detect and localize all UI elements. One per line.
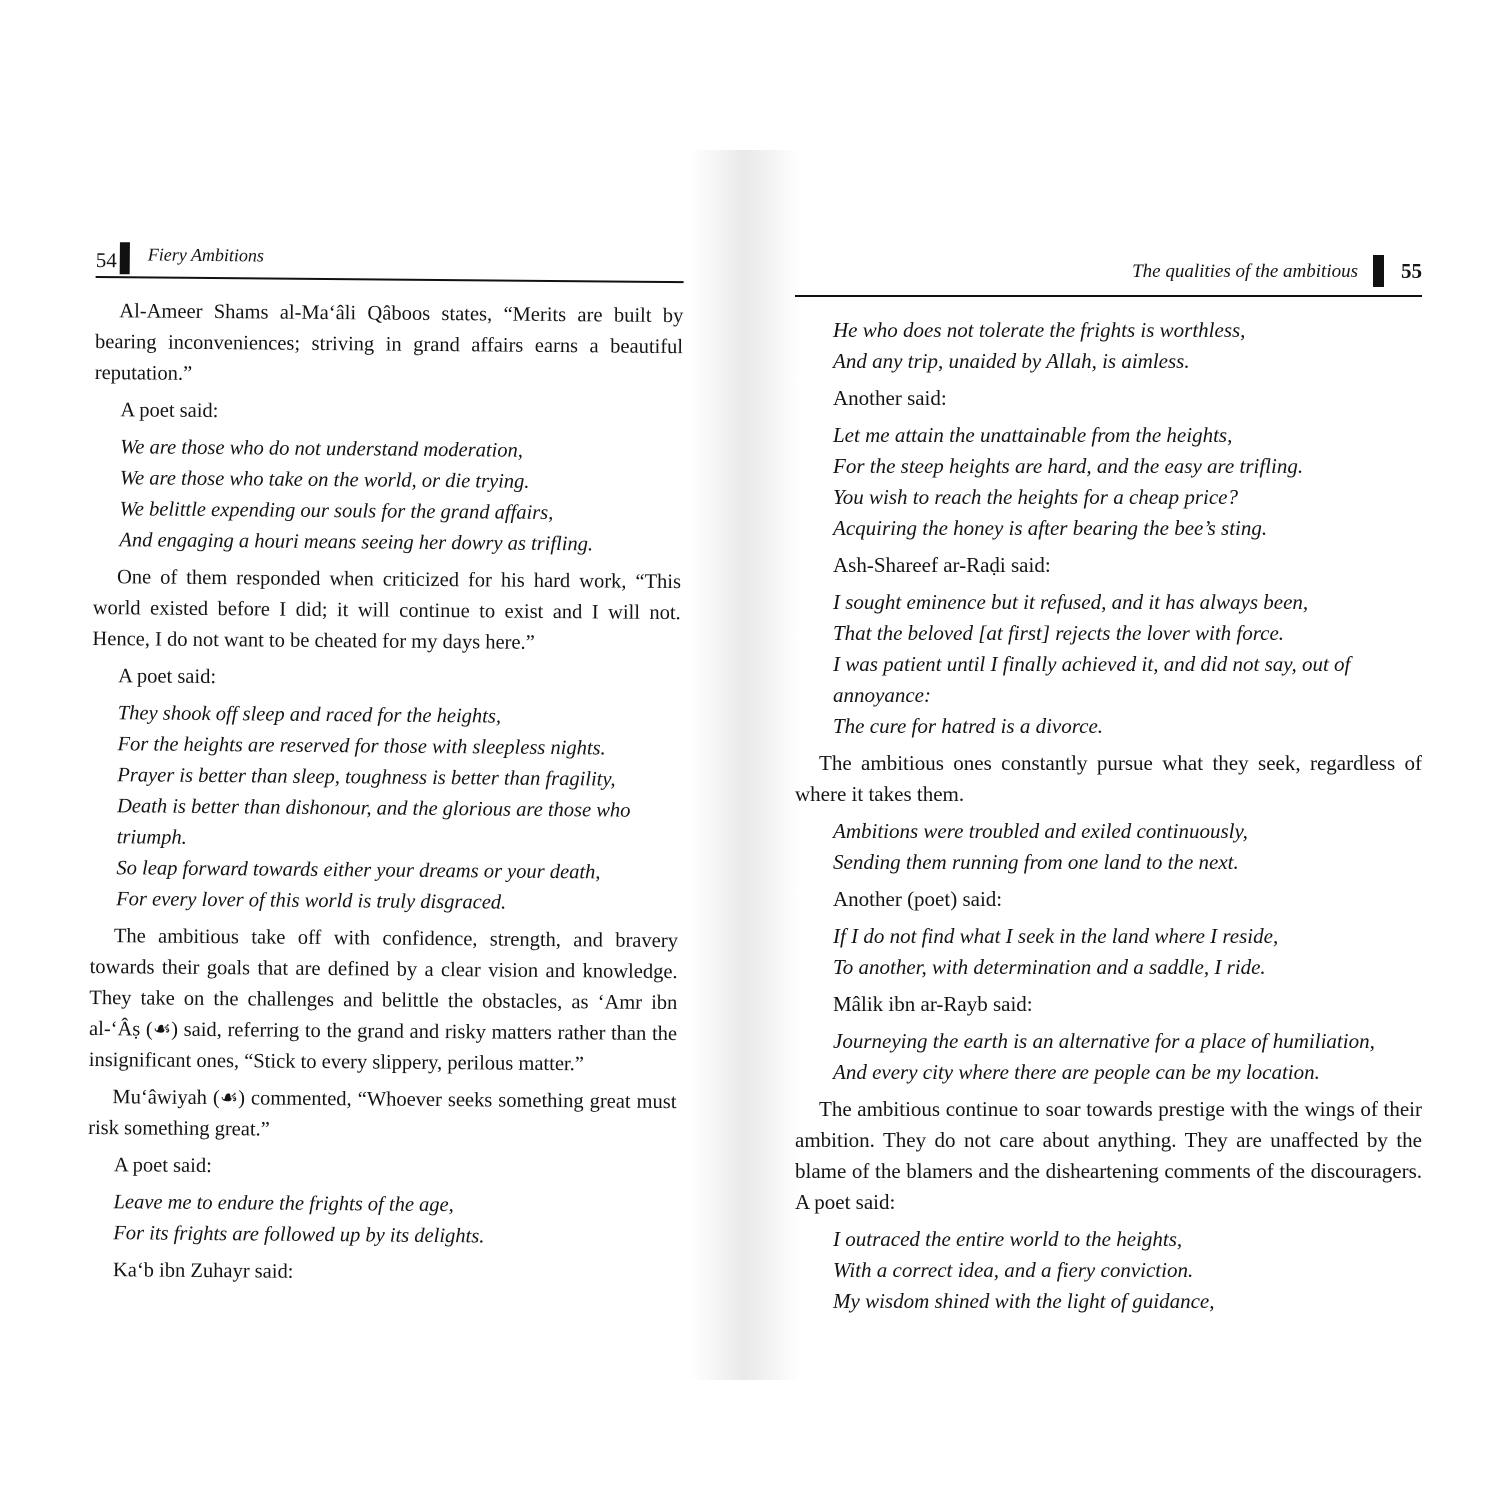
verse-line: For every lover of this world is truly disgraced. — [116, 888, 507, 914]
verse-line: We belittle expending our souls for the grand affairs, — [119, 498, 554, 525]
poem-verse — [795, 420, 1422, 544]
verse-line: And engaging a houri means seeing her dowry as trifling. — [119, 529, 594, 556]
verse-line: For the heights are reserved for those with sleepless nights. — [117, 733, 606, 760]
page-number: 54 — [95, 247, 117, 273]
header-bar — [120, 242, 130, 274]
verse-line: You wish to reach the heights for a cheap price? — [833, 485, 1238, 509]
left-page-body — [87, 296, 684, 1291]
poet-attribution: A poet said: — [118, 665, 217, 689]
verse-line: Acquiring the honey is after bearing the bee’s sting. — [833, 516, 1268, 540]
poem-verse — [90, 698, 680, 920]
verse-line: For the steep heights are hard, and the easy are trifling. — [833, 454, 1304, 478]
verse-line: To another, with determination and a saddle, I ride. — [833, 955, 1266, 979]
header-rule — [795, 295, 1422, 297]
poem-verse — [795, 816, 1422, 878]
poet-attribution: Mâlik ibn ar-Rayb said: — [833, 992, 1033, 1016]
verse-line: He who does not tolerate the frights is worthless, — [833, 318, 1246, 342]
header-bar — [1373, 255, 1384, 287]
poet-attribution: A poet said: — [113, 1154, 212, 1178]
verse-line: So leap forward towards either your dreams or your death, — [116, 857, 601, 884]
poem-verse — [93, 432, 682, 561]
poet-attribution: Another said: — [833, 386, 947, 410]
verse-line: I sought eminence but it refused, and it has always been, — [833, 590, 1309, 614]
poet-attribution: Ash-Shareef ar-Raḍi said: — [833, 553, 1051, 577]
verse-line: The cure for hatred is a divorce. — [833, 714, 1104, 738]
verse-line: I outraced the entire world to the heights, — [833, 1227, 1183, 1251]
right-page-body — [795, 315, 1422, 1317]
body-paragraph: Al-Ameer Shams al-Ma‘âli Qâboos states, “Merits are built by bearing inconveniences; striving in grand affairs earns a beautiful reputation.” — [94, 300, 684, 385]
body-paragraph: One of them responded when criticized for his hard work, “This world existed before I did; it will continue to exist and I will not. Hence, I do not want to be cheated for my days here.” — [92, 566, 682, 654]
verse-line: They shook off sleep and raced for the heights, — [117, 702, 502, 728]
verse-line: Prayer is better than sleep, toughness is better than fragility, — [117, 764, 616, 791]
poem-verse — [795, 1224, 1422, 1317]
verse-line: For its frights are followed up by its delights. — [113, 1222, 485, 1248]
poem-verse — [795, 315, 1422, 377]
poet-attribution: A poet said: — [120, 399, 219, 423]
body-paragraph: The ambitious ones constantly pursue what they seek, regardless of where it takes them. — [795, 751, 1422, 806]
verse-line: Death is better than dishonour, and the glorious are those who triumph. — [116, 795, 631, 849]
right-page-header — [795, 255, 1422, 295]
verse-line: My wisdom shined with the light of guidance, — [833, 1289, 1215, 1313]
page-number: 55 — [1401, 259, 1422, 283]
verse-line: Leave me to endure the frights of the age, — [113, 1191, 454, 1217]
right-page — [795, 255, 1422, 1323]
verse-line: We are those who take on the world, or die trying. — [119, 467, 530, 493]
running-title: The qualities of the ambitious — [1132, 261, 1358, 282]
verse-line: And any trip, unaided by Allah, is aimless. — [833, 349, 1190, 373]
body-paragraph: The ambitious take off with confidence, strength, and bravery towards their goals that are defined by a clear vision and knowledge. They take on the challenges and belittle the obstacles, as ‘Amr ibn al-‘Âṣ (☙) said, referring to the grand and risky matters rather than the insignificant ones, “Stick to every slippery, perilous matter.” — [88, 925, 678, 1076]
body-paragraph: Mu‘âwiyah (☙) commented, “Whoever seeks something great must risk something great.” — [88, 1086, 677, 1141]
verse-line: Ambitions were troubled and exiled continuously, — [833, 819, 1248, 843]
book-gutter — [690, 150, 800, 1380]
verse-line: With a correct idea, and a fiery conviction. — [833, 1258, 1194, 1282]
verse-line: We are those who do not understand moderation, — [120, 436, 524, 462]
poet-attribution: Ka‘b ibn Zuhayr said: — [112, 1259, 294, 1283]
verse-line: I was patient until I finally achieved it, and did not say, out of annoyance: — [833, 652, 1351, 707]
verse-line: Sending them running from one land to the next. — [833, 850, 1239, 874]
left-page-header — [96, 236, 684, 281]
poem-verse — [87, 1187, 676, 1254]
verse-line: That the beloved [at first] rejects the lover with force. — [833, 621, 1285, 645]
left-page — [87, 236, 684, 1297]
poem-verse — [795, 921, 1422, 983]
body-paragraph: The ambitious continue to soar towards prestige with the wings of their ambition. They do not care about anything. They are unaffected by the blame of the blamers and the disheartening comments of the discouragers. A poet said: — [795, 1097, 1422, 1214]
verse-line: And every city where there are people can be my location. — [833, 1060, 1320, 1084]
verse-line: Let me attain the unattainable from the heights, — [833, 423, 1233, 447]
verse-line: Journeying the earth is an alternative for a place of humiliation, — [833, 1029, 1375, 1053]
running-title: Fiery Ambitions — [147, 244, 265, 266]
verse-line: If I do not find what I seek in the land where I reside, — [833, 924, 1279, 948]
poet-attribution: Another (poet) said: — [833, 887, 1003, 911]
poem-verse — [795, 587, 1422, 742]
poem-verse — [795, 1026, 1422, 1088]
